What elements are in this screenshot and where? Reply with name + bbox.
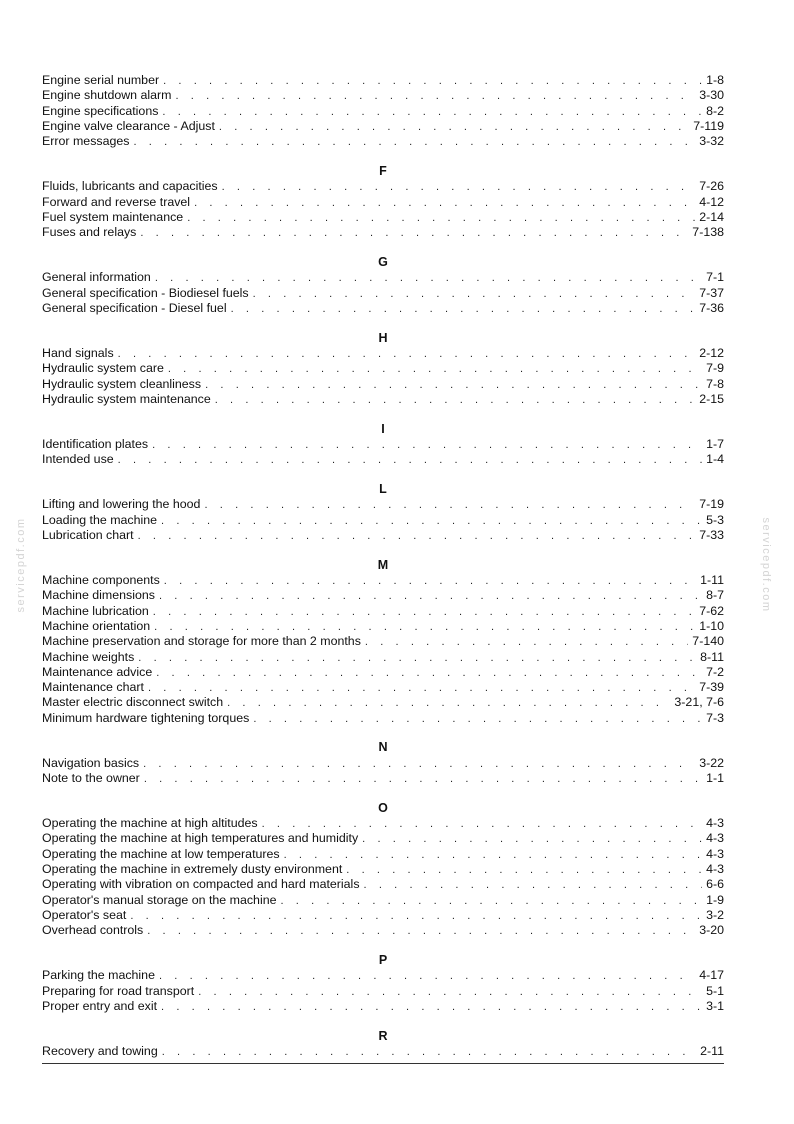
dot-leader (147, 924, 695, 939)
entry-page: 3-1 (706, 998, 724, 1013)
index-section (42, 1029, 724, 1060)
entry-page: 7-19 (699, 497, 724, 512)
dot-leader (140, 226, 688, 241)
index-entry (42, 711, 724, 726)
index-entry (42, 893, 724, 908)
entry-page: 7-1 (706, 270, 724, 285)
entry-page: 4-3 (706, 846, 724, 861)
entry-label: Operating the machine at low temperatures (42, 846, 280, 861)
section-letter: L (379, 482, 387, 497)
watermark-right: servicepdf.com (760, 517, 772, 613)
dot-leader (156, 666, 702, 681)
section-gap (42, 149, 724, 164)
entry-page: 8-2 (706, 103, 724, 118)
entry-page: 1-9 (706, 892, 724, 907)
dot-leader (159, 969, 695, 984)
section-letter: M (377, 557, 389, 572)
entry-label: Forward and reverse travel (42, 194, 191, 209)
section-letter: I (381, 421, 385, 436)
index-entry (42, 999, 724, 1014)
index-entry (42, 210, 724, 225)
entry-label: General specification - Biodiesel fuels (42, 285, 249, 300)
entry-page: 7-2 (706, 664, 724, 679)
entry-page: 3-30 (699, 88, 724, 103)
dot-leader (118, 453, 702, 468)
entry-label: Maintenance advice (42, 664, 153, 679)
section-gap (42, 316, 724, 331)
section-letter: G (378, 254, 388, 269)
entry-label: Hydraulic system cleanliness (42, 376, 202, 391)
entry-label: Parking the machine (42, 968, 155, 983)
index-entry (42, 695, 724, 710)
dot-leader (152, 438, 702, 453)
entry-label: Fuel system maintenance (42, 209, 184, 224)
dot-leader (161, 514, 702, 529)
index-entry (42, 573, 724, 588)
entry-label: Minimum hardware tightening torques (42, 710, 250, 725)
index-entry (42, 437, 724, 452)
entry-label: Operator's manual storage on the machine (42, 892, 277, 907)
dot-leader (143, 757, 695, 772)
entry-page: 4-3 (706, 816, 724, 831)
index-entry (42, 680, 724, 695)
index-entry (42, 908, 724, 923)
section-gap (42, 468, 724, 483)
index-entry (42, 134, 724, 149)
section-letter: O (378, 800, 388, 815)
dot-leader (161, 1000, 702, 1015)
entry-label: General specification - Diesel fuel (42, 300, 227, 315)
entry-page: 4-3 (706, 831, 724, 846)
index-entry (42, 619, 724, 634)
entry-label: Engine shutdown alarm (42, 88, 172, 103)
index-entry (42, 346, 724, 361)
entry-label: Fuses and relays (42, 225, 137, 240)
section-letter: H (378, 330, 388, 345)
entry-page: 7-119 (693, 118, 724, 133)
index-entry (42, 831, 724, 846)
entry-page: 5-1 (706, 983, 724, 998)
entry-label: Machine lubrication (42, 603, 149, 618)
entry-label: Operating the machine at high temperatures and humidity (42, 831, 359, 846)
dot-leader (253, 287, 696, 302)
entry-label: Master electric disconnect switch (42, 695, 224, 710)
entry-page: 5-3 (706, 512, 724, 527)
entry-label: Lifting and lowering the hood (42, 497, 201, 512)
entry-page: 7-33 (699, 527, 724, 542)
entry-label: Identification plates (42, 436, 149, 451)
entry-page: 2-14 (699, 209, 724, 224)
index-section (42, 740, 724, 786)
entry-page: 6-6 (706, 877, 724, 892)
section-gap (42, 786, 724, 801)
index-entry (42, 588, 724, 603)
entry-label: Operating the machine in extremely dusty environment (42, 862, 343, 877)
dot-leader (144, 772, 702, 787)
dot-leader (133, 135, 695, 150)
entry-page: 4-3 (706, 862, 724, 877)
entry-page: 2-11 (700, 1044, 724, 1059)
index-entry (42, 528, 724, 543)
entry-label: Overhead controls (42, 923, 144, 938)
dot-leader (154, 620, 695, 635)
dot-leader (168, 362, 702, 377)
entry-label: Note to the owner (42, 771, 140, 786)
entry-label: Error messages (42, 134, 130, 149)
index-entry (42, 816, 724, 831)
entry-label: General information (42, 270, 151, 285)
entry-label: Machine dimensions (42, 588, 155, 603)
entry-label: Engine specifications (42, 103, 159, 118)
entry-page: 7-140 (692, 634, 724, 649)
index-entry (42, 862, 724, 877)
index-entry (42, 634, 724, 649)
dot-leader (262, 817, 702, 832)
index-entry (42, 877, 724, 892)
entry-label: Navigation basics (42, 755, 140, 770)
section-letter: F (379, 163, 387, 178)
section-gap (42, 543, 724, 558)
entry-page: 1-7 (706, 436, 724, 451)
index-entry (42, 756, 724, 771)
dot-leader (362, 832, 702, 847)
entry-label: Hydraulic system maintenance (42, 391, 211, 406)
entry-label: Hand signals (42, 345, 114, 360)
entry-label: Machine weights (42, 649, 135, 664)
index-entry (42, 1044, 724, 1059)
entry-label: Fluids, lubricants and capacities (42, 179, 218, 194)
entry-label: Proper entry and exit (42, 998, 158, 1013)
dot-leader (365, 635, 688, 650)
index-entry (42, 771, 724, 786)
entry-page: 1-1 (706, 771, 724, 786)
section-gap (42, 240, 724, 255)
index-entry (42, 497, 724, 512)
dot-leader (205, 378, 702, 393)
dot-leader (222, 180, 696, 195)
dot-leader (204, 498, 695, 513)
index-entry (42, 179, 724, 194)
entry-page: 7-138 (692, 225, 724, 240)
index-section (42, 164, 724, 240)
dot-leader (164, 574, 696, 589)
entry-page: 7-37 (699, 285, 724, 300)
dot-leader (253, 712, 702, 727)
entry-label: Maintenance chart (42, 680, 144, 695)
dot-leader (364, 878, 703, 893)
index-section (42, 255, 724, 316)
entry-page: 3-21, 7-6 (674, 695, 724, 710)
index-entry (42, 392, 724, 407)
index-section (42, 953, 724, 1014)
dot-leader (138, 529, 696, 544)
entry-page: 3-2 (706, 907, 724, 922)
index-section (42, 422, 724, 468)
watermark-left: servicepdf.com (15, 517, 27, 613)
section-gap (42, 726, 724, 741)
entry-label: Machine preservation and storage for more than 2 months (42, 634, 361, 649)
index-section (42, 801, 724, 939)
dot-leader (280, 894, 702, 909)
dot-leader (148, 681, 695, 696)
index-section (42, 73, 724, 149)
index-entry (42, 88, 724, 103)
section-gap (42, 1014, 724, 1029)
section-letter: P (378, 953, 388, 968)
index-section (42, 331, 724, 407)
index-entry (42, 923, 724, 938)
index-entry (42, 377, 724, 392)
index-entry (42, 104, 724, 119)
index-entry (42, 73, 724, 88)
index-entry (42, 270, 724, 285)
entry-page: 7-3 (706, 710, 724, 725)
entry-label: Operator's seat (42, 907, 127, 922)
section-gap (42, 939, 724, 954)
index-entry (42, 968, 724, 983)
dot-leader (231, 302, 696, 317)
entry-label: Engine serial number (42, 73, 160, 87)
index-entry (42, 195, 724, 210)
dot-leader (227, 696, 670, 711)
entry-page: 2-15 (699, 391, 724, 406)
index-section (42, 482, 724, 543)
dot-leader (187, 211, 695, 226)
dot-leader (346, 863, 702, 878)
entry-label: Recovery and towing (42, 1044, 158, 1059)
index-list (42, 73, 724, 1059)
dot-leader (162, 105, 702, 120)
entry-page: 3-32 (699, 134, 724, 149)
index-entry (42, 604, 724, 619)
index-entry (42, 452, 724, 467)
dot-leader (155, 271, 702, 286)
index-entry (42, 847, 724, 862)
entry-page: 3-20 (699, 923, 724, 938)
entry-page: 1-8 (706, 73, 724, 87)
dot-leader (130, 909, 702, 924)
dot-leader (219, 120, 689, 135)
dot-leader (163, 74, 702, 89)
dot-leader (176, 89, 696, 104)
entry-label: Intended use (42, 452, 114, 467)
index-section (42, 558, 724, 726)
entry-page: 1-4 (706, 452, 724, 467)
entry-page: 7-8 (706, 376, 724, 391)
entry-page: 1-11 (700, 573, 724, 588)
index-entry (42, 650, 724, 665)
index-entry (42, 665, 724, 680)
entry-label: Hydraulic system care (42, 361, 164, 376)
entry-label: Operating the machine at high altitudes (42, 816, 258, 831)
entry-page: 7-62 (699, 603, 724, 618)
bottom-rule (42, 1063, 724, 1064)
entry-page: 2-12 (699, 345, 724, 360)
dot-leader (198, 985, 702, 1000)
index-entry (42, 301, 724, 316)
dot-leader (162, 1045, 696, 1060)
dot-leader (118, 347, 696, 362)
dot-leader (284, 848, 702, 863)
index-entry (42, 119, 724, 134)
entry-label: Lubrication chart (42, 527, 134, 542)
section-letter: N (378, 740, 388, 755)
index-entry (42, 225, 724, 240)
entry-page: 1-10 (699, 618, 724, 633)
entry-page: 7-39 (699, 680, 724, 695)
dot-leader (153, 605, 695, 620)
entry-label: Engine valve clearance - Adjust (42, 118, 215, 133)
entry-label: Loading the machine (42, 512, 158, 527)
entry-label: Machine orientation (42, 618, 151, 633)
dot-leader (194, 196, 695, 211)
entry-page: 7-36 (699, 300, 724, 315)
dot-leader (138, 651, 696, 666)
entry-label: Preparing for road transport (42, 983, 195, 998)
index-entry (42, 984, 724, 999)
entry-page: 7-9 (706, 361, 724, 376)
index-entry (42, 286, 724, 301)
entry-label: Machine components (42, 573, 160, 588)
entry-page: 3-22 (699, 755, 724, 770)
section-letter: R (378, 1028, 388, 1043)
entry-page: 8-7 (706, 588, 724, 603)
entry-page: 7-26 (699, 179, 724, 194)
entry-label: Operating with vibration on compacted and hard materials (42, 877, 360, 892)
entry-page: 8-11 (700, 649, 724, 664)
index-entry (42, 513, 724, 528)
index-entry (42, 361, 724, 376)
entry-page: 4-12 (699, 194, 724, 209)
entry-page: 4-17 (699, 968, 724, 983)
dot-leader (159, 589, 702, 604)
dot-leader (215, 393, 695, 408)
section-gap (42, 407, 724, 422)
